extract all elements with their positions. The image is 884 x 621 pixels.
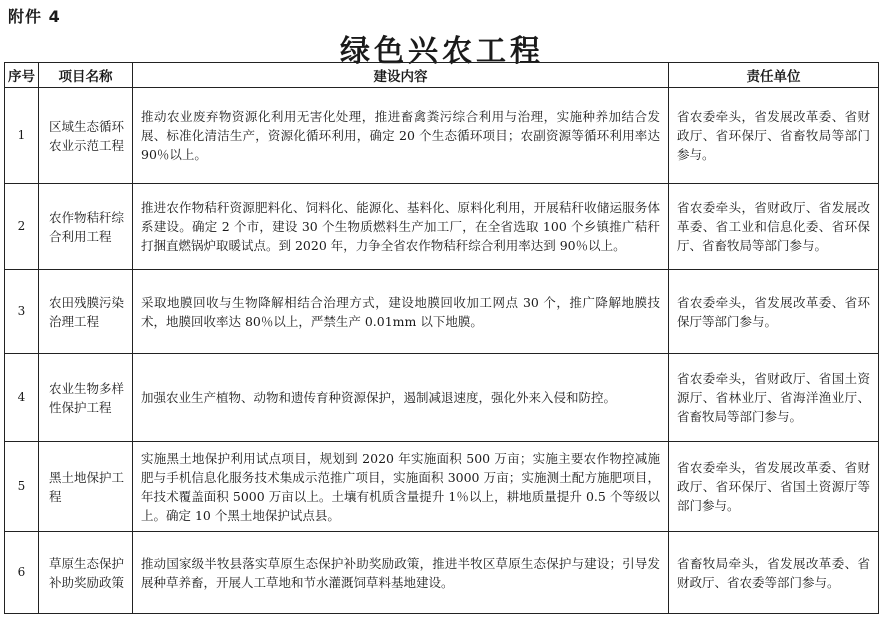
row-no: 2 [5,184,39,270]
row-no: 4 [5,354,39,442]
attachment-label: 附件 4 [8,7,61,26]
page-title: 绿色兴农工程 [340,34,544,69]
row-content: 实施黑土地保护利用试点项目，规划到 2020 年实施面积 500 万亩；实施主要农作物控减施肥与手机信息化服务技术集成示范推广项目，实施面积 3000 万亩；实施测土配方施肥项目，年技术覆盖面积 5000 万亩以上。土壤有机质含量提升 1％以上，耕地质量提升 0.5 个等级以上。确定 10 个黑土地保护试点县。 [133,442,669,532]
table-row [5,532,879,614]
table-row [5,354,879,442]
table-row [5,88,879,184]
header-no: 序号 [5,63,39,88]
row-unit: 省畜牧局牵头，省发展改革委、省财政厅、省农委等部门参与。 [669,532,879,614]
row-content: 推进农作物秸秆资源肥料化、饲料化、能源化、基料化、原料化利用，开展秸秆收储运服务体系建设。确定 2 个市，建设 30 个生物质燃料生产加工厂，在全省选取 100 个乡镇推广秸秆打捆直燃锅炉取暖试点。到 2020 年，力争全省农作物秸秆综合利用率达到 90％以上。 [133,184,669,270]
row-unit: 省农委牵头，省发展改革委、省财政厅、省环保厅、省畜牧局等部门参与。 [669,88,879,184]
row-name: 农作物秸秆综合利用工程 [39,184,133,270]
row-no: 5 [5,442,39,532]
row-unit: 省农委牵头，省财政厅、省发展改革委、省工业和信息化委、省环保厅、省畜牧局等部门参与。 [669,184,879,270]
table-header-row [5,63,879,88]
row-name: 区域生态循环农业示范工程 [39,88,133,184]
row-content: 推动农业废弃物资源化利用无害化处理，推进畜禽粪污综合利用与治理，实施种养加结合发展、标准化清洁生产，资源化循环利用，确定 20 个生态循环项目；农副资源等循环利用率达 90％以上。 [133,88,669,184]
header-name: 项目名称 [39,63,133,88]
header-unit: 责任单位 [669,63,879,88]
row-name: 黑土地保护工程 [39,442,133,532]
row-name: 农业生物多样性保护工程 [39,354,133,442]
row-unit: 省农委牵头，省财政厅、省国土资源厅、省林业厅、省海洋渔业厅、省畜牧局等部门参与。 [669,354,879,442]
table-row [5,184,879,270]
row-name: 农田残膜污染治理工程 [39,270,133,354]
table-row [5,270,879,354]
row-content: 加强农业生产植物、动物和遗传育种资源保护，遏制减退速度，强化外来入侵和防控。 [133,354,669,442]
row-content: 采取地膜回收与生物降解相结合治理方式，建设地膜回收加工网点 30 个，推广降解地膜技术，地膜回收率达 80％以上，严禁生产 0.01mm 以下地膜。 [133,270,669,354]
row-no: 1 [5,88,39,184]
row-name: 草原生态保护补助奖励政策 [39,532,133,614]
header-content: 建设内容 [133,63,669,88]
project-table [4,62,879,614]
row-content: 推动国家级半牧县落实草原生态保护补助奖励政策，推进半牧区草原生态保护与建设；引导发展种草养畜，开展人工草地和节水灌溉饲草料基地建设。 [133,532,669,614]
row-unit: 省农委牵头，省发展改革委、省财政厅、省环保厅、省国土资源厅等部门参与。 [669,442,879,532]
row-no: 3 [5,270,39,354]
row-unit: 省农委牵头，省发展改革委、省环保厅等部门参与。 [669,270,879,354]
row-no: 6 [5,532,39,614]
table-row [5,442,879,532]
